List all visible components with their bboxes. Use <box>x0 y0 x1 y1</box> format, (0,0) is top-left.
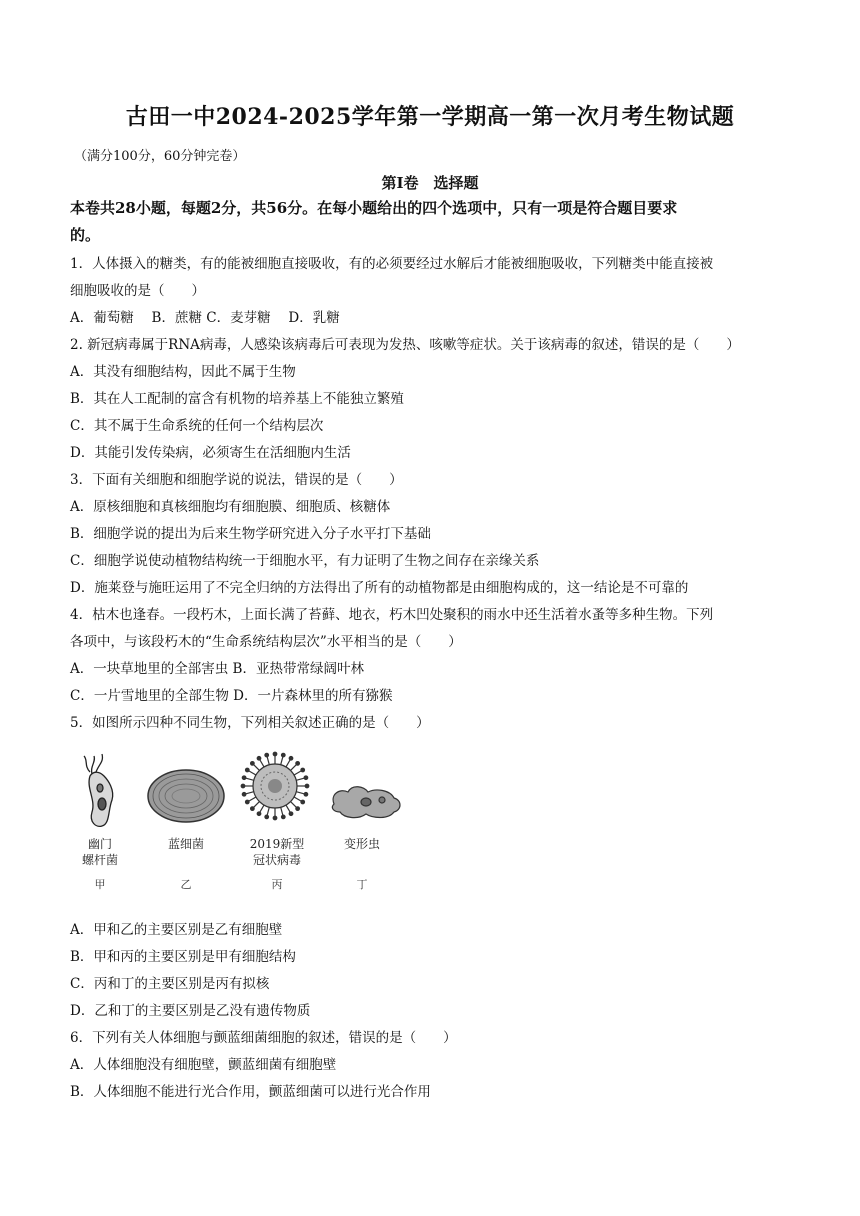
organism-figure <box>72 748 402 896</box>
virus-spike-tip <box>273 816 277 820</box>
cyanobacteria-icon <box>148 770 224 822</box>
letter-bing: 丙 <box>271 878 283 891</box>
virus-spike-tip <box>245 800 249 804</box>
question-3-option-a: A．原核细胞和真核细胞均有细胞膜、细胞质、核糖体 <box>70 499 391 515</box>
virus-spike-tip <box>265 815 269 819</box>
question-2-option-d: D．其能引发传染病，必须寄生在活细胞内生活 <box>70 445 351 461</box>
instructions-line: 的。 <box>70 226 101 244</box>
question-4-stem-cont: 各项中，与该段朽木的“生命系统结构层次”水平相当的是（ ） <box>70 634 462 650</box>
virus-spike-tip <box>257 812 261 816</box>
label-amoeba <box>332 836 392 852</box>
question-3-option-b: B．细胞学说的提出为后来生物学研究进入分子水平打下基础 <box>70 526 431 542</box>
question-6-stem: 6．下列有关人体细胞与颤蓝细菌细胞的叙述，错误的是（ ） <box>70 1030 457 1046</box>
virus-spike-tip <box>265 753 269 757</box>
virus-spike-tip <box>241 784 245 788</box>
question-5-option-c: C．丙和丁的主要区别是丙有拟核 <box>70 976 270 992</box>
instructions-line: 本卷共28小题，每题2分，共56分。在每小题给出的四个选项中，只有一项是符合题目要求 <box>70 199 678 217</box>
virus-spike-tip <box>301 768 305 772</box>
virus-spike-tip <box>242 792 246 796</box>
label-line: 冠状病毒 <box>252 853 301 867</box>
question-5-stem: 5．如图所示四种不同生物，下列相关叙述正确的是（ ） <box>70 715 430 731</box>
virus-spike-tip <box>304 776 308 780</box>
helicobacter-icon <box>84 754 113 826</box>
question-1-stem: 1．人体摄入的糖类，有的能被细胞直接吸收，有的必须要经过水解后才能被细胞吸收，下列糖类中能直接被 <box>70 256 714 272</box>
question-2-option-c: C．其不属于生命系统的任何一个结构层次 <box>70 418 324 434</box>
coronavirus-icon <box>241 752 309 820</box>
label-line: 2019新型 <box>249 837 305 851</box>
virus-spike-tip <box>301 800 305 804</box>
question-4-stem: 4．枯木也逢春。一段朽木，上面长满了苔藓、地衣，朽木凹处聚积的雨水中还生活着水蚤等多种生物。下列 <box>70 607 714 623</box>
question-4-options-ab: A．一块草地里的全部害虫 B．亚热带常绿阔叶林 <box>70 661 364 677</box>
virus-spike-tip <box>296 807 300 811</box>
label-helicobacter <box>78 836 122 868</box>
virus-spike-tip <box>289 812 293 816</box>
label-line: 幽门 <box>87 837 112 851</box>
organism-drawings <box>72 748 402 896</box>
question-1-options: A．葡萄糖 B．蔗糖 C．麦芽糖 D．乳糖 <box>70 310 340 326</box>
question-6-option-a: A．人体细胞没有细胞壁，颤蓝细菌有细胞壁 <box>70 1057 337 1073</box>
section-title: 第Ⅰ卷 选择题 <box>381 174 479 192</box>
letter-ding: 丁 <box>356 878 368 891</box>
virus-spike-tip <box>305 784 309 788</box>
virus-spike-tip <box>304 792 308 796</box>
label-line: 变形虫 <box>343 837 380 851</box>
virus-spike-tip <box>242 776 246 780</box>
question-3-stem: 3．下面有关细胞和细胞学说的说法，错误的是（ ） <box>70 472 403 488</box>
page-title: 古田一中2024-2025学年第一学期高一第一次月考生物试题 <box>125 104 735 130</box>
virus-spike-tip <box>245 768 249 772</box>
virus-spike-tip <box>273 752 277 756</box>
label-line: 蓝细菌 <box>167 837 204 851</box>
question-5-option-a: A．甲和乙的主要区别是乙有细胞壁 <box>70 922 283 938</box>
virus-spike-tip <box>251 762 255 766</box>
virus-spike-tip <box>289 756 293 760</box>
question-3-option-d: D．施莱登与施旺运用了不完全归纳的方法得出了所有的动植物都是由细胞构成的，这一结论是不可靠的 <box>70 580 689 596</box>
question-2-stem: 2. 新冠病毒属于RNA病毒，人感染该病毒后可表现为发热、咳嗽等症状。关于该病毒的叙述，错误的是（ ） <box>70 337 740 353</box>
amoeba-icon <box>332 787 400 818</box>
question-2-option-a: A．其没有细胞结构，因此不属于生物 <box>70 364 296 380</box>
letter-jia: 甲 <box>94 878 106 891</box>
question-4-options-cd: C．一片雪地里的全部生物 D．一片森林里的所有猕猴 <box>70 688 393 704</box>
label-cyanobacteria <box>156 836 216 852</box>
exam-note: （满分100分，60分钟完卷） <box>74 149 246 164</box>
virus-spike-tip <box>281 815 285 819</box>
label-line: 螺杆菌 <box>81 853 118 867</box>
question-3-option-c: C．细胞学说使动植物结构统一于细胞水平，有力证明了生物之间存在亲缘关系 <box>70 553 540 569</box>
virus-spike-tip <box>296 762 300 766</box>
question-5-option-b: B．甲和丙的主要区别是甲有细胞结构 <box>70 949 296 965</box>
question-5-option-d: D．乙和丁的主要区别是乙没有遗传物质 <box>70 1003 311 1019</box>
question-1-stem-cont: 细胞吸收的是（ ） <box>70 283 205 299</box>
virus-spike-tip <box>257 756 261 760</box>
question-2-option-b: B．其在人工配制的富含有机物的培养基上不能独立繁殖 <box>70 391 404 407</box>
question-6-option-b: B．人体细胞不能进行光合作用，颤蓝细菌可以进行光合作用 <box>70 1084 431 1100</box>
letter-yi: 乙 <box>180 878 192 891</box>
label-coronavirus <box>242 836 312 868</box>
virus-spike-tip <box>281 753 285 757</box>
virus-spike-tip <box>251 807 255 811</box>
